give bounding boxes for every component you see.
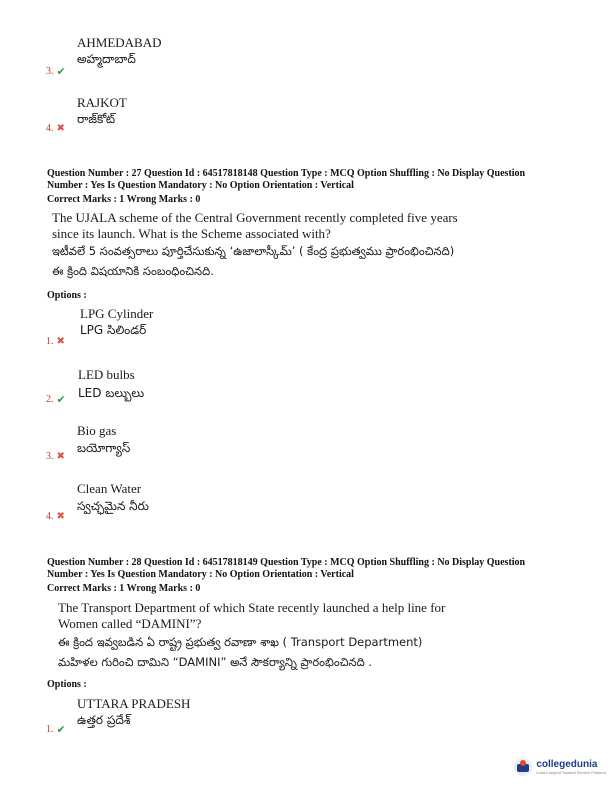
q27-text-te-1: ఇటీవలే 5 సంవత్సరాలు పూర్తిచేసుకున్న ‘ఉజాలాస్కీమ్’ ( కేంద్ర ప్రభుత్వము ప్రారంభించినది) (52, 244, 455, 258)
option-number: 3. (46, 451, 54, 462)
prev-option-3-marker (46, 65, 66, 78)
q27-option-2-te: LED బల్బులు (78, 386, 145, 400)
logo-wordmark (536, 759, 606, 775)
q27-meta-line1: Question Number : 27 Question Id : 64517818148 Question Type : MCQ Option Shuffling : No Display Question (47, 168, 526, 179)
option-number: 1. (46, 724, 54, 735)
option-number: 3. (46, 66, 54, 77)
q27-option-1-te: LPG సిలిండర్ (80, 323, 147, 337)
prev-option-3-en: AHMEDABAD (77, 35, 162, 50)
q27-text-te-2: ఈ క్రింది విషయానికి సంబంధించినది. (52, 264, 214, 278)
q27-option-3-en: Bio gas (77, 423, 117, 438)
q27-option-3-marker (46, 451, 65, 462)
option-number: 4. (46, 511, 54, 522)
logo-text: collegedunia (536, 759, 598, 770)
wrong-cross-icon: ✖ (56, 123, 65, 134)
q27-options-label: Options : (47, 290, 87, 301)
q27-option-2-marker (46, 393, 66, 406)
collegedunia-logo (514, 758, 606, 776)
q27-option-2-en: LED bulbs (78, 367, 135, 382)
q28-meta-line2: Number : Yes Is Question Mandatory : No Option Orientation : Vertical (47, 569, 354, 580)
q27-text-en-2: since its launch. What is the Scheme associated with? (52, 226, 331, 241)
q28-marks: Correct Marks : 1 Wrong Marks : 0 (47, 583, 201, 594)
q28-option-1-te: ఉత్తర ప్రదేశ్ (77, 713, 131, 727)
prev-option-4-marker (46, 123, 65, 134)
q28-option-1-en: UTTARA PRADESH (77, 696, 191, 711)
collegedunia-logo-icon (514, 758, 532, 776)
wrong-cross-icon: ✖ (56, 451, 65, 462)
q28-text-en-1: The Transport Department of which State recently launched a help line for (58, 600, 446, 615)
q27-option-4-en: Clean Water (77, 481, 142, 496)
q27-text-en-1: The UJALA scheme of the Central Government recently completed five years (52, 210, 458, 225)
q27-option-1-marker (46, 336, 65, 347)
q27-option-4-te: స్వచ్ఛమైన నీరు (77, 499, 149, 513)
prev-option-4-en: RAJKOT (77, 95, 127, 110)
q28-text-en-2: Women called “DAMINI”? (58, 616, 202, 631)
correct-check-icon: ✔ (56, 65, 66, 78)
prev-option-4-te: రాజ్‌కోట్ (77, 112, 116, 126)
q28-meta-line1: Question Number : 28 Question Id : 64517818149 Question Type : MCQ Option Shuffling : No Display Question (47, 557, 526, 568)
option-number: 2. (46, 394, 54, 405)
correct-check-icon: ✔ (56, 723, 66, 736)
option-number: 4. (46, 123, 54, 134)
q27-option-1-en: LPG Cylinder (80, 306, 154, 321)
q27-meta-line2: Number : Yes Is Question Mandatory : No Option Orientation : Vertical (47, 180, 354, 191)
q28-options-label: Options : (47, 679, 87, 690)
wrong-cross-icon: ✖ (56, 511, 65, 522)
q28-text-te-1: ఈ క్రింద ఇవ్వబడిన ఏ రాష్ట్ర ప్రభుత్వ రవాణా శాఖ ( Transport Department) (58, 635, 423, 649)
logo-tagline: India's largest Student Review Platform (536, 770, 606, 775)
wrong-cross-icon: ✖ (56, 336, 65, 347)
q28-text-te-2: మహిళల గురించి దామిని “DAMINI” అనే సౌకర్యాన్ని ప్రారంభించినది . (58, 655, 373, 669)
q27-option-4-marker (46, 511, 65, 522)
q28-option-1-marker (46, 723, 66, 736)
correct-check-icon: ✔ (56, 393, 66, 406)
option-number: 1. (46, 336, 54, 347)
prev-option-3-te: అహ్మదాబాద్ (77, 52, 136, 66)
q27-marks: Correct Marks : 1 Wrong Marks : 0 (47, 194, 201, 205)
q27-option-3-te: బయోగ్యాస్ (77, 441, 131, 455)
